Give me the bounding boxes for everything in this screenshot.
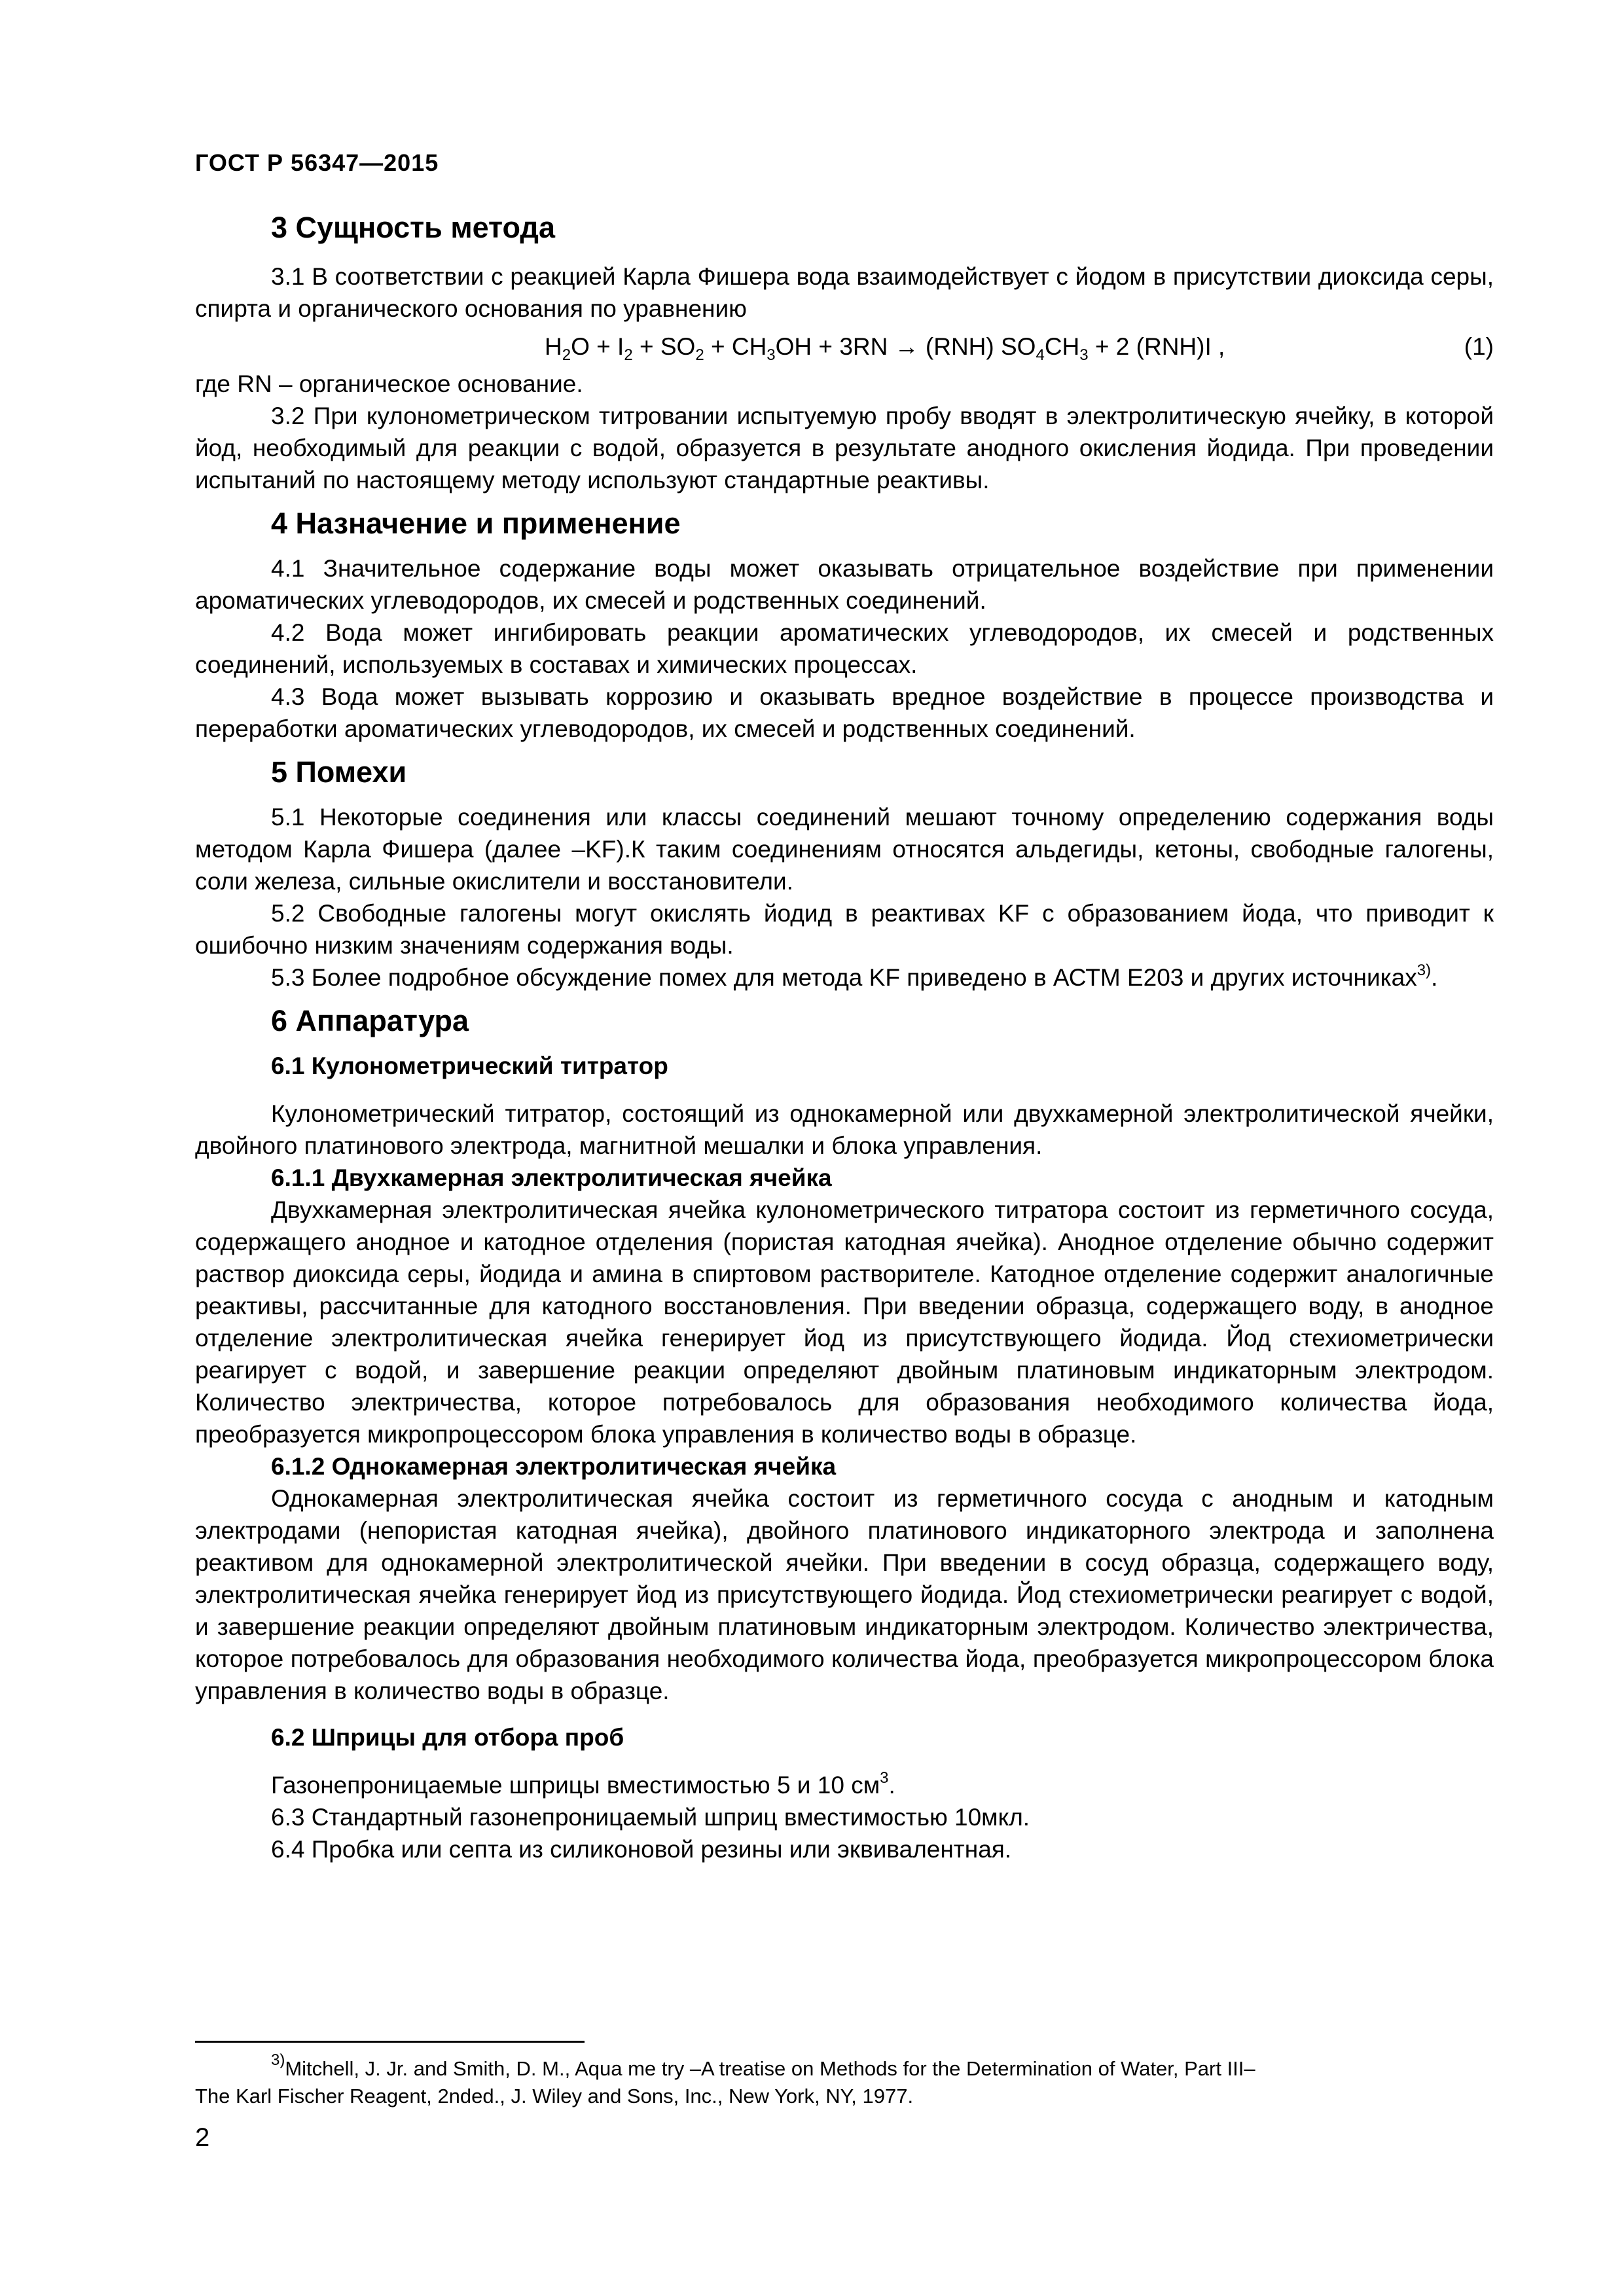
paragraph-3-1: 3.1 В соответствии с реакцией Карла Фишера вода взаимодействует с йодом в присутствии диоксида серы, спирта и органического основания по уравнению — [195, 263, 1494, 322]
document-body — [195, 208, 1494, 1865]
footnote-line-2: The Karl Fischer Reagent, 2nded., J. Wiley and Sons, Inc., New York, NY, 1977. — [195, 2085, 914, 2108]
paragraph-6-4: 6.4 Пробка или септа из силиконовой резины или эквивалентная. — [271, 1836, 1012, 1863]
paragraph-3-2: 3.2 При кулонометрическом титровании испытуемую пробу вводят в электролитическую ячейку, в которой йод, необходимый для реакции с водой, образуется в результате анодного окисления йодида. При проведении испытаний по настоящему методу используют стандартные реактивы. — [195, 403, 1494, 493]
footnote-line-1: $^{3)}$Mitchell, J. Jr. and Smith, D. M., Aqua me try –A treatise on Methods for the Determination of Water, Part III– — [271, 2051, 1255, 2080]
paragraph-4-2: 4.2 Вода может ингибировать реакции ароматических углеводородов, их смесей и родственных соединений, используемых в составах и химических процессах. — [195, 619, 1494, 678]
equation-number: (1) — [1464, 333, 1494, 360]
paragraph-6-3: 6.3 Стандартный газонепроницаемый шприц вместимостью 10мкл. — [271, 1804, 1030, 1831]
subsection-6-1-2-title: 6.1.2 Однокамерная электролитическая ячейка — [271, 1453, 837, 1480]
page-number: 2 — [195, 2123, 210, 2152]
footnote — [195, 2051, 1494, 2110]
section-6-title: 6 Аппаратура — [271, 1004, 469, 1037]
equation-1 — [195, 327, 1494, 367]
paragraph-6-1-2: Однокамерная электролитическая ячейка состоит из герметичного сосуда с анодным и катодным электродами (непористая катодная ячейка), двойного платинового индикаторного электрода и заполнена реактивом для однокамерной электролитической ячейки. При введении в сосуд образца, содержащего воду, электролитическая ячейка генерирует йод из присутствующего йодида. Йод стехиометрически реагирует с водой, и завершение реакции определяют двойным платиновым индикаторным электродом. Количество электричества, которое потребовалось для образования необходимого количества йода, преобразуется микропроцессором блока управления в количество воды в образце. — [195, 1485, 1494, 1704]
subsection-6-2-title: 6.2 Шприцы для отбора проб — [271, 1724, 624, 1751]
paragraph-4-1: 4.1 Значительное содержание воды может оказывать отрицательное воздействие при применении ароматических углеводородов, их смесей и родственных соединений. — [195, 555, 1494, 614]
paragraph-6-1: Кулонометрический титратор, состоящий из однокамерной или двухкамерной электролитической ячейки, двойного платинового электрода, магнитной мешалки и блока управления. — [195, 1100, 1494, 1159]
paragraph-5-2: 5.2 Свободные галогены могут окислять йодид в реактивах KF с образованием йода, что приводит к ошибочно низким значениям содержания воды. — [195, 900, 1494, 959]
section-3-title: 3 Сущность метода — [271, 211, 555, 244]
equation-expression: $H_2O + I_2 + SO_2 + CH_3OH + 3RN \to (RNH) SO_4CH_3 + 2$ (RNH)I , — [545, 333, 1225, 364]
paragraph-6-1-1: Двухкамерная электролитическая ячейка кулонометрического титратора состоит из герметичного сосуда, содержащего анодное и катодное отделения (пористая катодная ячейка). Анодное отделение обычно содержит раствор диоксида серы, йодида и амина в спиртовом растворителе. Катодное отделение содержит аналогичные реактивы, рассчитанные для катодного восстановления. При введении образца, содержащего воду, в анодное отделение электролитическая ячейка генерирует йод из присутствующего йодида. Йод стехиометрически реагирует с водой, и завершение реакции определяют двойным платиновым индикаторным электродом. Количество электричества, которое потребовалось для образования необходимого количества йода, преобразуется микропроцессором блока управления в количество воды в образце. — [195, 1196, 1494, 1448]
paragraph-4-3: 4.3 Вода может вызывать коррозию и оказывать вредное воздействие в процессе производства и переработки ароматических углеводородов, их смесей и родственных соединений. — [195, 683, 1494, 742]
equation-where-clause: где RN – органическое основание. — [195, 370, 583, 397]
paragraph-5-1: 5.1 Некоторые соединения или классы соединений мешают точному определению содержания воды методом Карла Фишера (далее –KF).К таким соединениям относятся альдегиды, кетоны, свободные галогены, соли железа, сильные окислители и восстановители. — [195, 804, 1494, 895]
footnote-reference[interactable]: 3) — [1416, 961, 1432, 979]
paragraph-5-3: 5.3 Более подробное обсуждение помех для метода KF приведено в АСТМ Е203 и других источниках$^{3)}$. — [271, 961, 1438, 991]
subsection-6-1-1-title: 6.1.1 Двухкамерная электролитическая ячейка — [271, 1164, 832, 1191]
section-4-title: 4 Назначение и применение — [271, 507, 681, 540]
document-header: ГОСТ Р 56347—2015 — [195, 149, 439, 176]
section-5-title: 5 Помехи — [271, 755, 407, 789]
footnote-divider — [195, 2041, 585, 2043]
paragraph-6-2: Газонепроницаемые шприцы вместимостью 5 и 10 $см^3$. — [271, 1769, 895, 1799]
subsection-6-1-title: 6.1 Кулонометрический титратор — [271, 1052, 668, 1079]
footnote-marker: 3) — [271, 2051, 285, 2069]
